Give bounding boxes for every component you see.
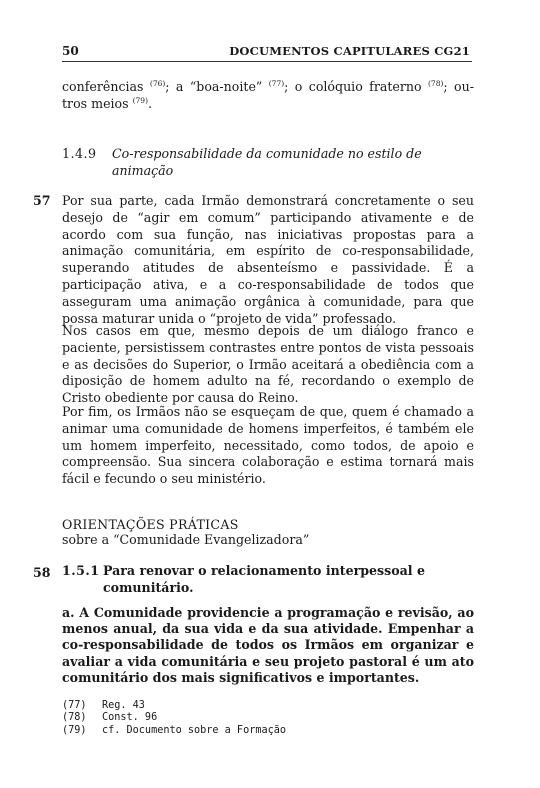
section-number: 1.4.9 bbox=[62, 146, 97, 161]
header-rule bbox=[62, 61, 472, 62]
section-title: Co-responsabilidade da comunidade no estilo de animação bbox=[112, 146, 422, 178]
footnote-ref: (78) bbox=[428, 79, 444, 88]
continuation-paragraph bbox=[62, 79, 474, 113]
subsection-number: 1.5.1 bbox=[62, 563, 100, 578]
paragraph-57-3: Por fim, os Irmãos não se esqueçam de que, quem é chamado a animar uma comunidade de homens imperfeitos, é também ele um homem imperfeito, necessitado, como todos, de apoio e compreensão. Sua sincera colaboração e estima tornará mais fácil e fecundo o seu ministério. bbox=[62, 404, 474, 487]
paragraph-58-a: a. A Comunidade providencie a programação e revisão, ao menos anual, da sua vida e da sua atividade. Empenhar a co-responsabilidade de todos os Irmãos em organizar e avaliar a vida comunitária e seu projeto pastoral é um ato comunitário dos mais significativos e importantes. bbox=[62, 605, 474, 685]
practical-orientations-heading: ORIENTAÇÕES PRÁTICAS bbox=[62, 517, 239, 532]
footnote-ref: (79) bbox=[132, 95, 149, 105]
footnote-ref: (77) bbox=[268, 79, 285, 88]
page-number: 50 bbox=[62, 44, 79, 58]
footnote-text: Const. 96 bbox=[102, 712, 158, 724]
footnote bbox=[62, 712, 286, 724]
margin-number-58: 58 bbox=[33, 565, 51, 580]
paragraph-57-1: Por sua parte, cada Irmão demonstrará concretamente o seu desejo de “agir em comum” participando ativamente e de acordo com sua função, nas iniciativas propostas para a animação comunitária, em espírito de co-responsabilidade, superando atitudes de absenteísmo e passividade. É a participação ativa, e a co-responsabilidade de todos que asseguram uma animação orgânica à comunidade, para que possa maturar unida o “projeto de vida” professado. bbox=[62, 193, 474, 326]
continuation-text: ; a “boa-noite” bbox=[165, 79, 269, 94]
footnote bbox=[62, 700, 286, 712]
practical-orientations-subheading: sobre a “Comunidade Evangelizadora” bbox=[62, 532, 310, 547]
footnote-label: (77) bbox=[62, 700, 87, 711]
paragraph-57-2: Nos casos em que, mesmo depois de um diálogo franco e paciente, persistissem contrastes entre pontos de vista pessoais e as decisões do Superior, o Irmão aceitará a obediência com a diposição de homem adulto na fé, recordando o exemplo de Cristo obediente por causa do Reino. bbox=[62, 323, 474, 406]
footnote bbox=[62, 725, 286, 737]
running-title: DOCUMENTOS CAPITULARES CG21 bbox=[229, 44, 470, 58]
footnotes bbox=[62, 700, 286, 737]
footnote-label: (78) bbox=[62, 712, 87, 724]
footnote-text: cf. Documento sobre a Formação bbox=[102, 724, 287, 736]
continuation-text: ; o colóquio fraterno bbox=[284, 79, 428, 94]
continuation-text: . bbox=[148, 95, 153, 111]
continuation-text: conferências bbox=[62, 79, 150, 94]
footnote-text: Reg. 43 bbox=[102, 700, 145, 711]
footnote-ref: (76) bbox=[149, 79, 166, 88]
continuation-text: ; ou-tros meios bbox=[62, 79, 474, 111]
margin-number-57: 57 bbox=[33, 193, 51, 208]
footnote-label: (79) bbox=[62, 724, 87, 736]
subsection-title: Para renovar o relacionamento interpessoal e comunitário. bbox=[103, 563, 425, 595]
